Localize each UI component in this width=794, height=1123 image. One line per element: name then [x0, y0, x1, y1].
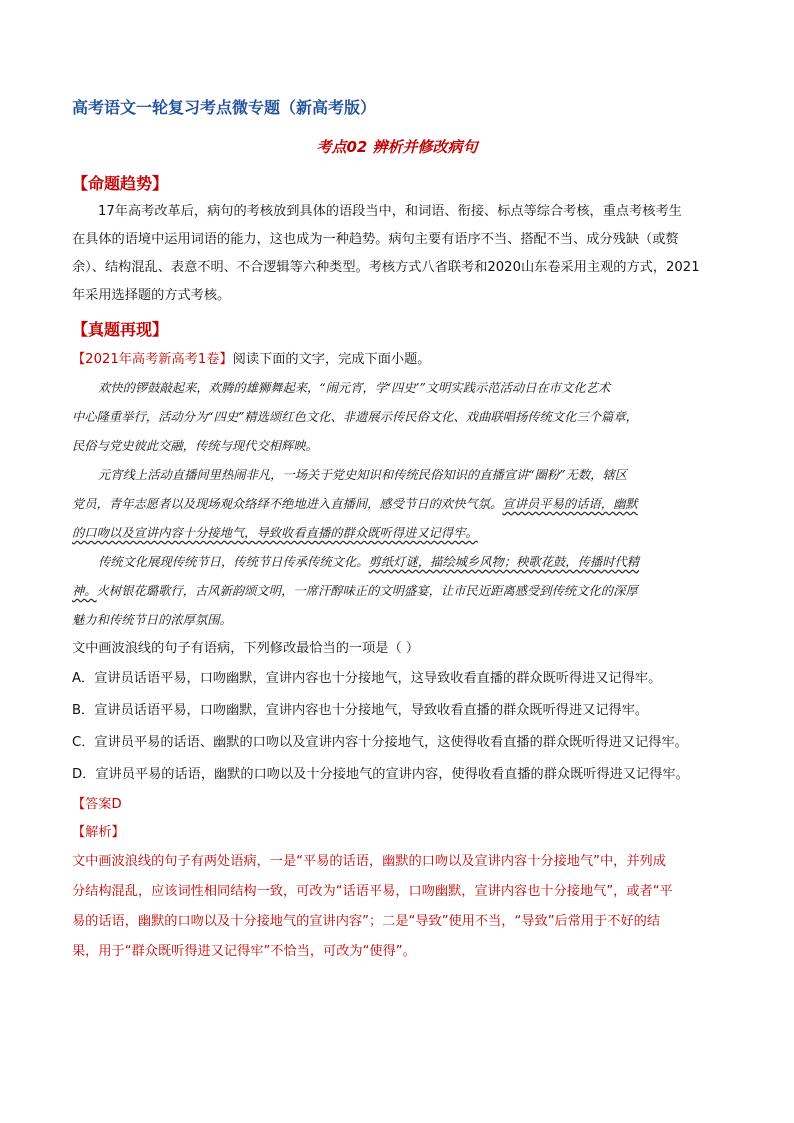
wavy-underlined-sentence: 宣讲员平易的话语，幽默 — [502, 497, 638, 511]
wavy-underlined-sentence: 神。 — [72, 584, 97, 598]
analysis-line: 易的话语，幽默的口吻以及十分接地气的宣讲内容”；二是“导致”使用不当，“导致”后常用于不好的结 — [72, 914, 661, 929]
passage-line — [72, 490, 722, 519]
series-title: 高考语文一轮复习考点微专题（新高考版） — [72, 98, 377, 117]
question-stem: 文中画波浪线的句子有语病，下列修改最恰当的一项是（ ） — [72, 641, 420, 656]
passage-line — [72, 548, 722, 577]
trend-line: 余）、结构混乱、表意不明、不合逻辑等六种类型。考核方式八省联考和2020山东卷采用主观的方式，2021 — [72, 260, 700, 275]
trend-heading: 【命题趋势】 — [72, 174, 169, 193]
passage-text: 党员，青年志愿者以及现场观众络绎不绝地进入直播间，感受节日的欢快气氛。 — [72, 497, 503, 511]
trend-line: 年采用选择题的方式考核。 — [72, 288, 231, 303]
passage-text: 传统文化展现传统节日，传统节日传承传统文化。 — [98, 555, 369, 569]
wavy-underlined-sentence: 的口吻以及宣讲内容十分接地气，导致收看直播的群众既听得进又记得牢。 — [72, 526, 478, 540]
option-d: D．宣讲员平易的话语，幽默的口吻以及十分接地气的宣讲内容，使得收看直播的群众既听得进又记得牢。 — [72, 767, 689, 782]
wavy-underlined-sentence: 剪纸灯谜，描绘城乡风物；秧歌花鼓，传播时代精 — [368, 555, 640, 569]
passage-line: 欢快的锣鼓敲起来，欢腾的雄狮舞起来，“闹元宵，学‘四史’”文明实践示范活动日在市文化艺术 — [98, 381, 611, 395]
trend-line: 17年高考改革后，病句的考核放到具体的语段当中，和词语、衔接、标点等综合考核，重点考核考生 — [98, 204, 682, 219]
option-b: B．宣讲员话语平易，口吻幽默，宣讲内容也十分接地气，导致收看直播的群众既听得进又记得牢。 — [72, 703, 649, 718]
passage-line: 元宵线上活动直播间里热闹非凡，一场关于党史知识和传统民俗知识的直播宣讲“圈粉”无数，辖区 — [98, 468, 628, 482]
analysis-line: 文中画波浪线的句子有两处语病，一是“平易的话语，幽默的口吻以及宣讲内容十分接地气”中，并列成 — [72, 854, 666, 869]
passage-line — [72, 577, 722, 606]
trend-line: 在具体的语境中运用词语的能力，这也成为一种趋势。病句主要有语序不当、搭配不当、成分残缺（或赘 — [72, 232, 679, 247]
instruction: 阅读下面的文字，完成下面小题。 — [232, 352, 431, 367]
analysis-line: 分结构混乱，应该词性相同结构一致，可改为“话语平易，口吻幽默，宣讲内容也十分接地气”，或者“平 — [72, 884, 673, 899]
document-page — [72, 96, 722, 967]
real-heading: 【真题再现】 — [72, 320, 169, 339]
passage-line: 中心隆重举行，活动分为“四史”精选颂红色文化、非遗展示传民俗文化、戏曲联唱扬传统文化三个篇章， — [72, 410, 638, 424]
option-c: C．宣讲员平易的话语、幽默的口吻以及宣讲内容十分接地气，这使得收看直播的群众既听得进又记得牢。 — [72, 735, 688, 750]
passage-line: 魅力和传统节日的浓厚氛围。 — [72, 613, 232, 627]
answer: 【答案D — [72, 797, 122, 812]
passage-line: 民俗与党史彼此交融，传统与现代交相辉映。 — [72, 439, 318, 453]
question-intro — [72, 346, 722, 374]
analysis-line: 果，用于“群众既听得进又记得牢”不恰当，可改为“使得”。 — [72, 944, 416, 959]
exam-source: 【2021年高考新高考1卷】 — [72, 352, 233, 367]
analysis-heading: 【解析】 — [72, 825, 125, 840]
option-a: A．宣讲员话语平易，口吻幽默，宣讲内容也十分接地气，这导致收看直播的群众既听得进又记得牢。 — [72, 671, 662, 686]
topic-title: 考点02 辨析并修改病句 — [316, 138, 478, 156]
passage-text: 火树银花璐歌行，古风新韵颂文明，一席汗醇味正的文明盛宴，让市民近距离感受到传统文化的深厚 — [96, 584, 638, 598]
passage-line — [72, 519, 722, 548]
